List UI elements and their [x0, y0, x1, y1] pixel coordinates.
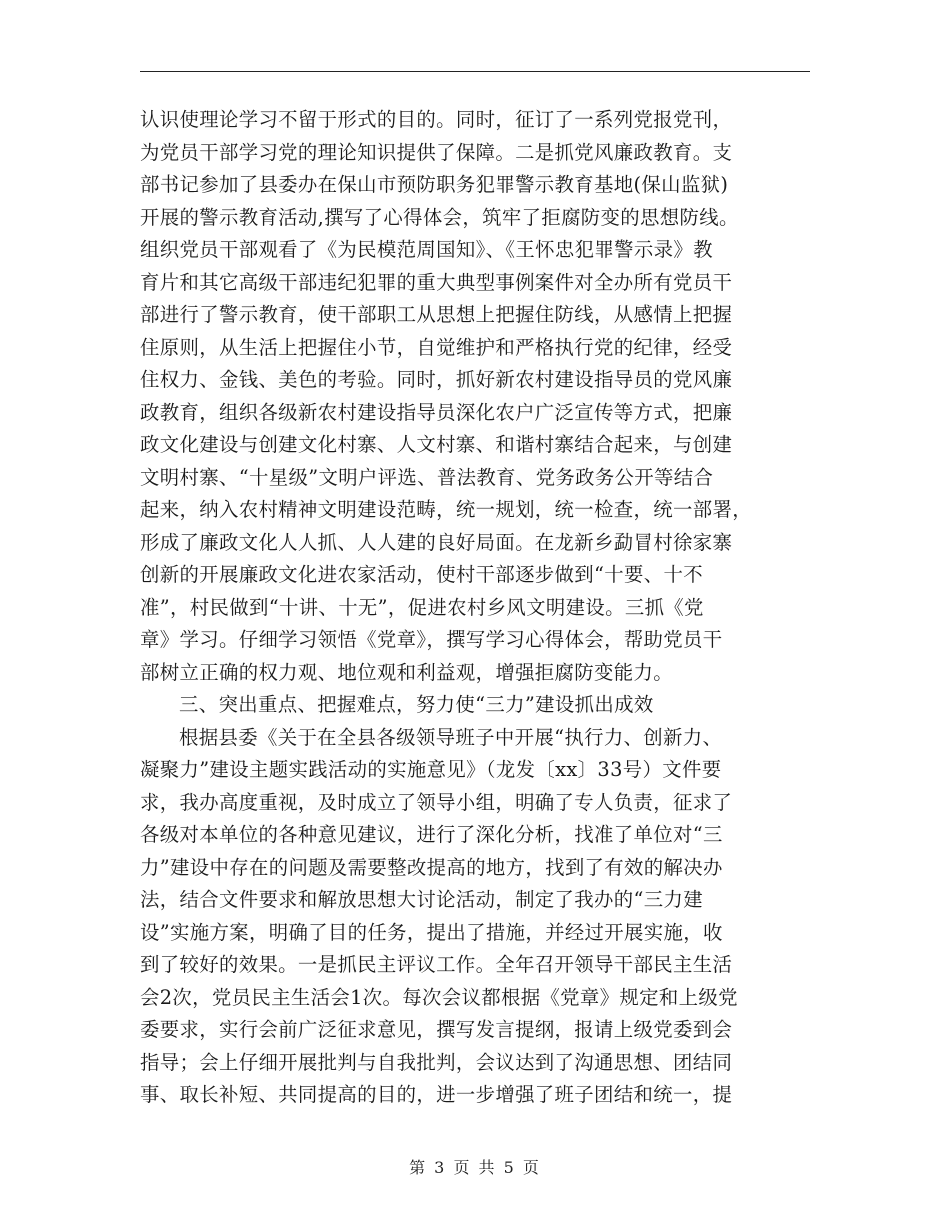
- body-text: [140, 104, 815, 1112]
- text-line: 力”建设中存在的问题及需要整改提高的地方，找到了有效的解决办: [140, 855, 723, 879]
- text-line: 起来，纳入农村精神文明建设范畴，统一规划，统一检查，统一部署，: [140, 498, 752, 521]
- text-line: 部树立正确的权力观、地位观和利益观，增强拒腐防变能力。: [140, 660, 673, 684]
- text-line: 政文化建设与创建文化村寨、人文村寨、和谐村寨结合起来，与创建: [140, 433, 733, 456]
- text-line: 创新的开展廉政文化进农家活动，使村干部逐步做到“十要、十不: [140, 563, 703, 586]
- text-line: 文明村寨、“十星级”文明户评选、普法教育、党务政务公开等结合: [140, 465, 714, 489]
- text-line: 为党员干部学习党的理论知识提供了保障。二是抓党风廉政教育。支: [140, 140, 733, 164]
- text-line: 事、取长补短、共同提高的目的，进一步增强了班子团结和统一，提: [140, 1083, 733, 1106]
- text-line: 三、突出重点、把握难点，努力使“三力”建设抓出成效: [179, 693, 654, 716]
- text-line: 各级对本单位的各种意见建议，进行了深化分析，找准了单位对“三: [140, 823, 723, 846]
- text-line: 住权力、金钱、美色的考验。同时，抓好新农村建设指导员的党风廉: [140, 368, 733, 391]
- text-line: 会2次，党员民主生活会1次。每次会议都根据《党章》规定和上级党: [140, 985, 738, 1009]
- text-line: 住原则，从生活上把握住小节，自觉维护和严格执行党的纪律，经受: [140, 335, 733, 359]
- text-line: 部书记参加了县委办在保山市预防职务犯罪警示教育基地(保山监狱): [140, 173, 729, 196]
- text-line: 准”，村民做到“十讲、十无”，促进农村乡风文明建设。三抓《党: [140, 595, 704, 619]
- text-line: 形成了廉政文化人人抓、人人建的良好局面。在龙新乡勐冒村徐家寨: [140, 530, 733, 554]
- text-line: 政教育，组织各级新农村建设指导员深化农户广泛宣传等方式，把廉: [140, 400, 733, 424]
- text-line: 组织党员干部观看了《为民模范周国知》、《王怀忠犯罪警示录》教: [140, 238, 713, 261]
- text-line: 设”实施方案，明确了目的任务，提出了措施，并经过开展实施，收: [140, 920, 723, 944]
- text-line: 认识使理论学习不留于形式的目的。同时，征订了一系列党报党刊，: [140, 108, 733, 131]
- text-line: 育片和其它高级干部违纪犯罪的重大典型事例案件对全办所有党员干: [140, 270, 733, 294]
- text-line: 到了较好的效果。一是抓民主评议工作。全年召开领导干部民主生活: [140, 953, 733, 976]
- text-line: 部进行了警示教育，使干部职工从思想上把握住防线，从感情上把握: [140, 303, 733, 326]
- text-line: 委要求，实行会前广泛征求意见，撰写发言提纲，报请上级党委到会: [140, 1018, 733, 1041]
- text-line: 开展的警示教育活动,撰写了心得体会，筑牢了拒腐防变的思想防线。: [140, 205, 739, 229]
- page-footer: 第 3 页 共 5 页: [409, 1158, 541, 1177]
- text-line: 章》学习。仔细学习领悟《党章》，撰写学习心得体会，帮助党员干: [140, 628, 723, 651]
- text-line: 法，结合文件要求和解放思想大讨论活动，制定了我办的“三力建: [140, 888, 703, 911]
- text-line: 根据县委《关于在全县各级领导班子中开展“执行力、创新力、: [179, 725, 723, 749]
- text-line: 凝聚力”建设主题实践活动的实施意见》（龙发〔xx〕33号）文件要: [140, 758, 722, 781]
- text-line: 求，我办高度重视，及时成立了领导小组，明确了专人负责，征求了: [140, 790, 733, 814]
- text-line: 指导；会上仔细开展批判与自我批判，会议达到了沟通思想、团结同: [140, 1050, 733, 1074]
- header-rule: [140, 71, 810, 72]
